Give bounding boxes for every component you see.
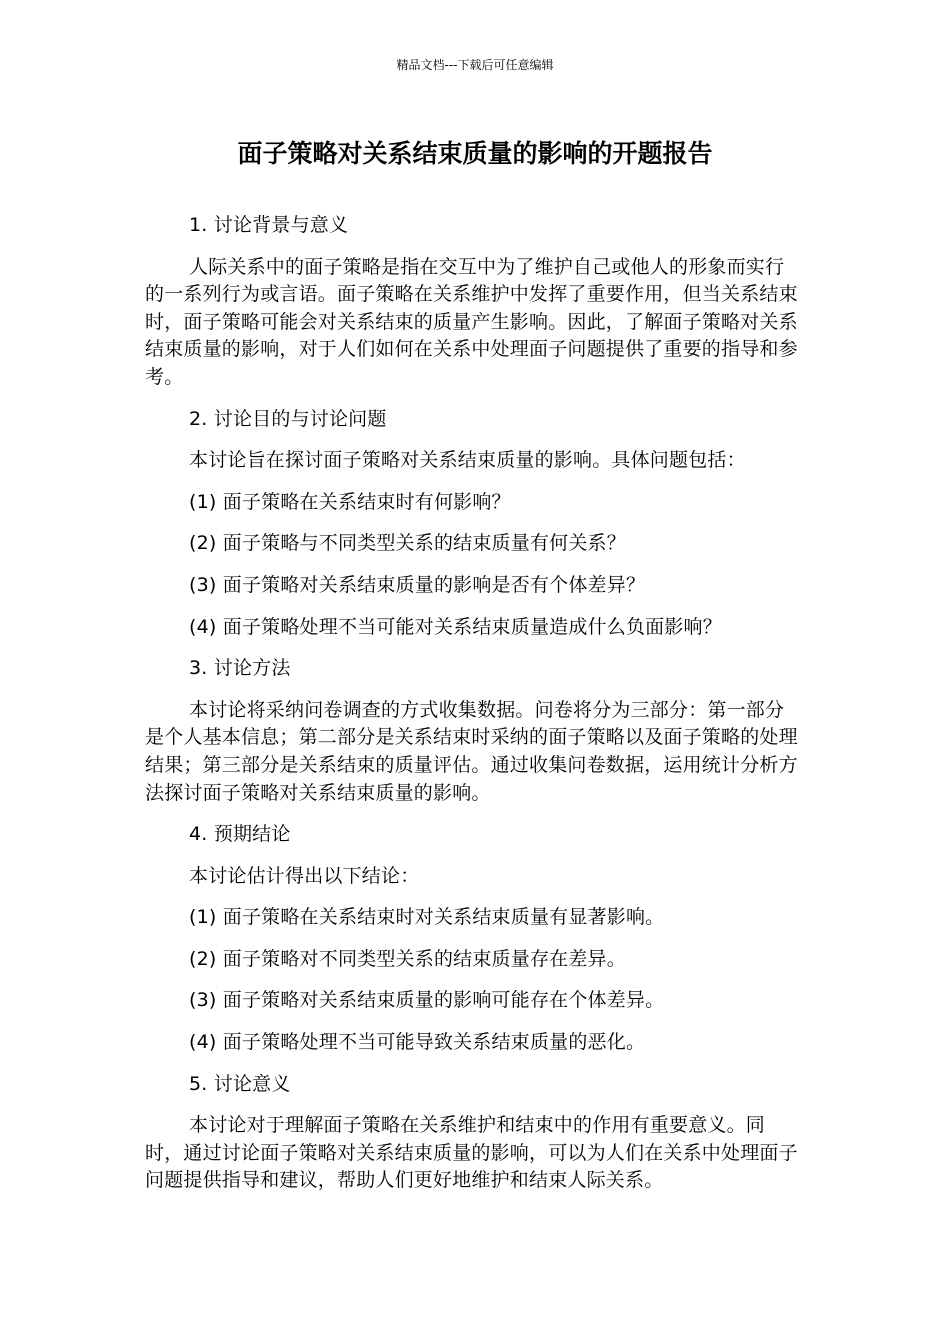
list-item-conclusion-4: (4) 面子策略处理不当可能导致关系结束质量的恶化。 bbox=[189, 1031, 646, 1054]
list-item-question-4: (4) 面子策略处理不当可能对关系结束质量造成什么负面影响？ bbox=[189, 615, 722, 638]
section-heading-significance: 5. 讨论意义 bbox=[189, 1072, 291, 1095]
section-heading-method: 3. 讨论方法 bbox=[189, 657, 291, 680]
document-title: 面子策略对关系结束质量的影响的开题报告 bbox=[237, 139, 713, 168]
paragraph-objectives: 本讨论旨在探讨面子策略对关系结束质量的影响。具体问题包括： bbox=[189, 449, 746, 472]
list-item-conclusion-3: (3) 面子策略对关系结束质量的影响可能存在个体差异。 bbox=[189, 989, 665, 1012]
paragraph-conclusions: 本讨论估计得出以下结论： bbox=[189, 864, 420, 887]
list-item-question-1: (1) 面子策略在关系结束时有何影响？ bbox=[189, 490, 511, 513]
section-heading-objectives: 2. 讨论目的与讨论问题 bbox=[189, 407, 387, 430]
document-body bbox=[145, 212, 800, 1195]
list-item-question-3: (3) 面子策略对关系结束质量的影响是否有个体差异？ bbox=[189, 573, 646, 596]
paragraph-method: 本讨论将采纳问卷调查的方式收集数据。问卷将分为三部分：第一部分是个人基本信息；第二部分是关系结束时采纳的面子策略以及面子策略的处理结果；第三部分是关系结束的质量评估。通过收集问卷数据，运用统计分析方法探讨面子策略对关系结束质量的影响。 bbox=[145, 698, 798, 804]
paragraph-significance: 本讨论对于理解面子策略在关系维护和结束中的作用有重要意义。同时，通过讨论面子策略对关系结束质量的影响，可以为人们在关系中处理面子问题提供指导和建议，帮助人们更好地维护和结束人际关系。 bbox=[145, 1114, 798, 1192]
paragraph-background: 人际关系中的面子策略是指在交互中为了维护自己或他人的形象而实行的一系列行为或言语。面子策略在关系维护中发挥了重要作用，但当关系结束时，面子策略可能会对关系结束的质量产生影响。因此，了解面子策略对关系结束质量的影响，对于人们如何在关系中处理面子问题提供了重要的指导和参考。 bbox=[145, 255, 798, 388]
section-heading-background: 1. 讨论背景与意义 bbox=[189, 214, 349, 236]
list-item-conclusion-1: (1) 面子策略在关系结束时对关系结束质量有显著影响。 bbox=[189, 906, 665, 929]
list-item-question-2: (2) 面子策略与不同类型关系的结束质量有何关系？ bbox=[189, 532, 626, 555]
page-header: 精品文档---下载后可任意编辑 bbox=[396, 58, 554, 72]
list-item-conclusion-2: (2) 面子策略对不同类型关系的结束质量存在差异。 bbox=[189, 947, 626, 970]
section-heading-conclusions: 4. 预期结论 bbox=[189, 823, 291, 846]
